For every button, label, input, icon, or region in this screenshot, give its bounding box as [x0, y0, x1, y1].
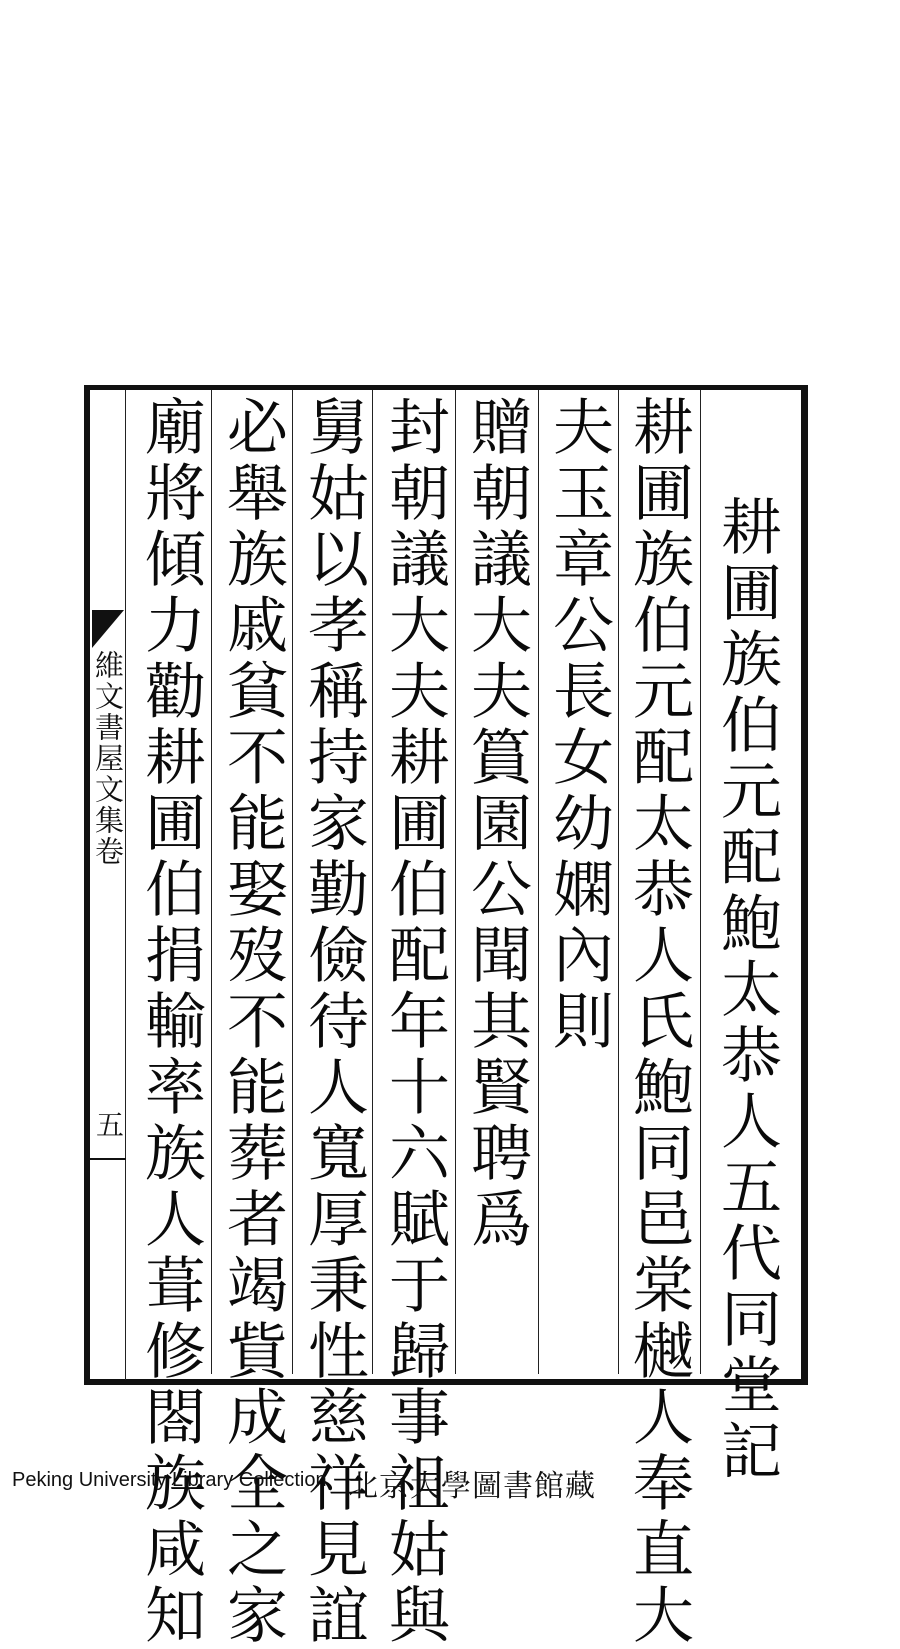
text-column-heading: 耕圃族伯元配鮑太恭人五代同堂記	[711, 495, 782, 1485]
block-heart-margin	[90, 390, 126, 1380]
collection-credit-english: Peking University Library Collection	[12, 1469, 327, 1491]
text-column: 夫玉章公長女幼嫻內則	[543, 395, 614, 1055]
column-rule	[211, 390, 212, 1374]
text-column: 耕圃族伯元配太恭人氏鮑同邑棠樾人奉直大	[623, 395, 694, 1649]
text-column: 廟將傾力勸耕圃伯捐輸率族人葺修閤族咸知	[135, 395, 206, 1649]
margin-book-title: 維文書屋文集卷	[91, 650, 125, 867]
margin-divider	[90, 1158, 126, 1160]
text-column: 封朝議大夫耕圃伯配年十六賦于歸事祖姑與	[379, 395, 450, 1649]
margin-page-number: 五	[92, 1110, 125, 1138]
fish-tail-mark	[92, 610, 124, 648]
column-rule	[538, 390, 539, 1374]
column-rule	[455, 390, 456, 1374]
collection-credit-chinese: 北京大學圖書館藏	[348, 1469, 596, 1504]
text-column: 舅姑以孝稱持家勤儉待人寬厚秉性慈祥見誼	[298, 395, 369, 1649]
text-column: 必舉族戚貧不能娶歿不能葬者竭貲成全之家	[217, 395, 288, 1649]
column-rule	[700, 390, 701, 1374]
column-rule	[292, 390, 293, 1374]
column-rule	[372, 390, 373, 1374]
text-column: 贈朝議大夫篔園公聞其賢聘爲	[461, 395, 532, 1253]
column-rule	[618, 390, 619, 1374]
